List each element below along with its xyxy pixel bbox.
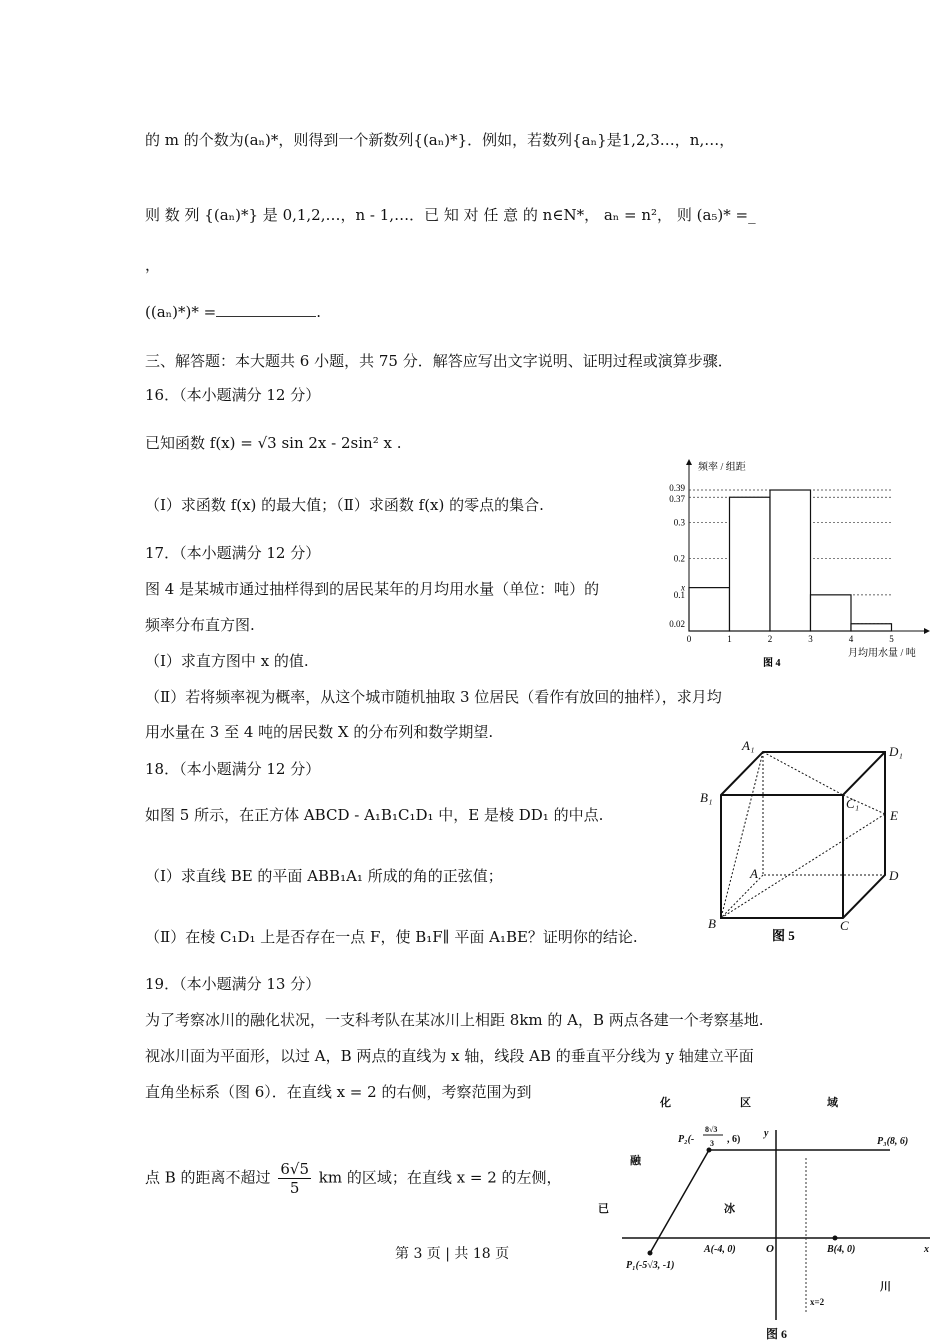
histogram-bar bbox=[770, 490, 811, 631]
figure-caption: 图 4 bbox=[763, 658, 781, 669]
y-tick-label: 0.2 bbox=[673, 553, 685, 564]
text-line: 频率分布直方图. bbox=[145, 616, 255, 634]
text-line: 用水量在 3 至 4 吨的居民数 X 的分布列和数学期望. bbox=[145, 723, 494, 741]
x-axis-arrow bbox=[924, 628, 930, 634]
question-heading: 18．（本小题满分 12 分） bbox=[145, 760, 321, 778]
x-tick-label: 5 bbox=[889, 634, 894, 644]
cube-figure-5 bbox=[690, 730, 920, 950]
expr: ((aₙ)*)* = bbox=[145, 303, 217, 321]
question-heading: 16．（本小题满分 12 分） bbox=[145, 386, 321, 404]
y-axis-label: 频率 / 组距 bbox=[698, 462, 746, 473]
figure-caption: 图 5 bbox=[772, 928, 795, 943]
region-char: 域 bbox=[827, 1097, 838, 1109]
label-P2: P₂(- bbox=[678, 1134, 695, 1145]
label-A1: A₁ bbox=[742, 738, 755, 753]
label-A: A(-4, 0) bbox=[704, 1244, 736, 1255]
y-tick-label: 0.39 bbox=[669, 483, 685, 494]
region-char: 化 bbox=[660, 1097, 671, 1109]
question-heading: 17．（本小题满分 12 分） bbox=[145, 544, 321, 562]
label-P2-tail: , 6) bbox=[727, 1134, 741, 1145]
y-axis-arrow bbox=[686, 459, 692, 465]
label-O: O bbox=[766, 1243, 774, 1255]
figure-caption: 图 6 bbox=[766, 1327, 788, 1341]
text-line: 则 数 列 {(aₙ)*} 是 0,1,2,…，n - 1,…．已 知 对 任 意 的 n∈N*， aₙ = n²， 则 (a₅)* =_ bbox=[145, 206, 756, 224]
text-line: （Ⅰ）求直方图中 x 的值. bbox=[145, 652, 309, 670]
histogram-bar bbox=[689, 588, 730, 631]
text-line: （Ⅱ）在棱 C₁D₁ 上是否存在一点 F，使 B₁F∥ 平面 A₁BE？证明你的结论. bbox=[145, 928, 638, 946]
period: . bbox=[316, 303, 321, 321]
x-tick-label: 4 bbox=[848, 634, 854, 644]
coordinate-figure-6 bbox=[590, 1080, 940, 1344]
x-tick-label: 0 bbox=[686, 634, 692, 644]
y-tick-label: 0.1 bbox=[673, 589, 685, 600]
text-line: ， bbox=[145, 256, 161, 274]
label-B: B(4, 0) bbox=[827, 1244, 856, 1255]
region-char: 已 bbox=[598, 1203, 609, 1215]
label-x-eq-2: x=2 bbox=[810, 1297, 825, 1307]
text-line: 视冰川面为平面形，以过 A，B 两点的直线为 x 轴，线段 AB 的垂直平分线为 y 轴建立平面 bbox=[145, 1047, 754, 1065]
text-line: 如图 5 所示，在正方体 ABCD - A₁B₁C₁D₁ 中，E 是棱 DD₁ 的中点. bbox=[145, 806, 604, 824]
text-line: 直角坐标系（图 6）．在直线 x = 2 的右侧，考察范围为到 bbox=[145, 1083, 532, 1101]
label-D1: D₁ bbox=[889, 744, 903, 759]
label-A: A bbox=[750, 866, 758, 881]
text-line: 已知函数 f(x) = √3 sin 2x - 2sin² x . bbox=[145, 434, 402, 452]
text-line: （Ⅰ）求直线 BE 的平面 ABB₁A₁ 所成的角的正弦值； bbox=[145, 867, 503, 885]
label-P2-den: 3 bbox=[710, 1139, 714, 1148]
text-line: 的 m 的个数为(aₙ)*，则得到一个新数列{(aₙ)*}．例如，若数列{aₙ}是1,2,3…，n,…， bbox=[145, 131, 735, 149]
text: km 的区域；在直线 x = 2 的左侧， bbox=[318, 1168, 562, 1187]
region-char: 冰 bbox=[724, 1203, 735, 1215]
text-line: （Ⅱ）若将频率视为概率，从这个城市随机抽取 3 位居民（看作有放回的抽样），求月均 bbox=[145, 688, 722, 706]
label-y: y bbox=[764, 1128, 769, 1139]
x-tick-label: 3 bbox=[808, 634, 813, 644]
point-P1 bbox=[648, 1251, 653, 1256]
label-C1: C₁ bbox=[846, 796, 860, 811]
bar-label-x: x bbox=[681, 582, 685, 593]
question-heading: 19．（本小题满分 13 分） bbox=[145, 975, 321, 993]
histogram-bar bbox=[851, 624, 892, 631]
label-B1: B₁ bbox=[700, 790, 713, 805]
histogram-bar bbox=[811, 595, 852, 631]
y-tick-label: 0.3 bbox=[673, 517, 685, 528]
text: 点 B 的距离不超过 bbox=[145, 1168, 271, 1187]
histogram-bar bbox=[730, 497, 771, 631]
label-x: x bbox=[924, 1244, 929, 1255]
label-D: D bbox=[889, 868, 899, 883]
section-heading: 三、解答题：本大题共 6 小题，共 75 分．解答应写出文字说明、证明过程或演算步骤． bbox=[145, 352, 733, 370]
point-P2 bbox=[707, 1148, 712, 1153]
fraction-denominator: 5 bbox=[289, 1179, 300, 1197]
y-tick-label: 0.02 bbox=[669, 618, 685, 629]
label-P2-num: 8√3 bbox=[705, 1125, 718, 1134]
x-tick-label: 2 bbox=[767, 634, 773, 644]
text-line: 为了考察冰川的融化状况，一支科考队在某冰川上相距 8km 的 A，B 两点各建一个考察基地. bbox=[145, 1011, 764, 1029]
x-tick-label: 1 bbox=[727, 634, 732, 644]
point-B bbox=[833, 1236, 838, 1241]
y-tick-label: 0.37 bbox=[669, 494, 685, 505]
region-char: 区 bbox=[740, 1097, 751, 1109]
page-footer: 第 3 页 | 共 18 页 bbox=[395, 1246, 510, 1262]
text-line: （Ⅰ）求函数 f(x) 的最大值；（Ⅱ）求函数 f(x) 的零点的集合. bbox=[145, 496, 544, 514]
region-char: 融 bbox=[630, 1155, 641, 1167]
label-E: E bbox=[890, 808, 898, 823]
region-char: 川 bbox=[880, 1281, 891, 1293]
label-B: B bbox=[708, 916, 716, 931]
label-P3: P₃(8, 6) bbox=[877, 1136, 909, 1147]
fraction-numerator: 6√5 bbox=[280, 1160, 309, 1178]
label-C: C bbox=[840, 918, 849, 933]
label-P1: P₁(-5√3, -1) bbox=[626, 1260, 675, 1271]
x-axis-label: 月均用水量 / 吨 bbox=[848, 648, 916, 659]
text-line: 图 4 是某城市通过抽样得到的居民某年的月均用水量（单位：吨）的 bbox=[145, 580, 600, 598]
